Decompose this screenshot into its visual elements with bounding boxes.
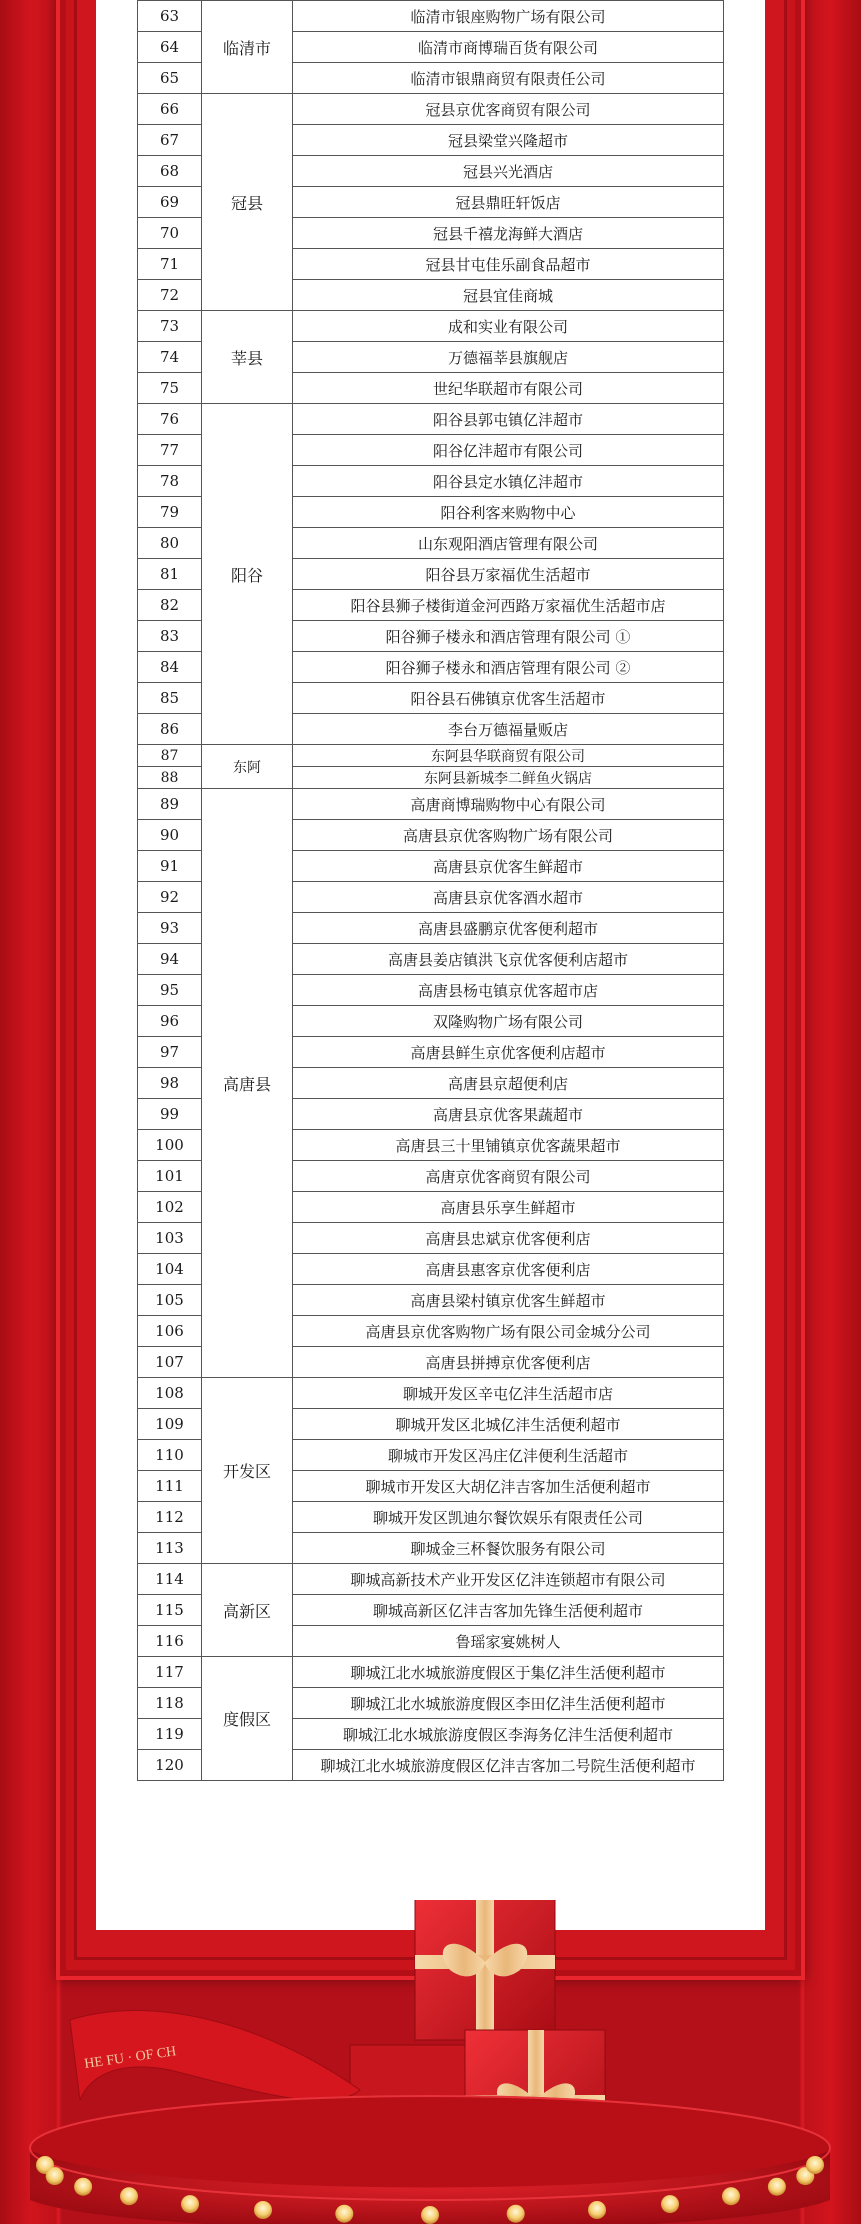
row-number: 83: [138, 621, 202, 652]
row-number: 72: [138, 280, 202, 311]
merchant-name: 双隆购物广场有限公司: [293, 1006, 724, 1037]
merchant-name: 成和实业有限公司: [293, 311, 724, 342]
round-stage: [30, 2095, 830, 2224]
merchant-name: 高唐县京优客酒水超市: [293, 882, 724, 913]
merchant-name: 高唐县京优客购物广场有限公司金城分公司: [293, 1316, 724, 1347]
merchant-name: 高唐县姜店镇洪飞京优客便利店超市: [293, 944, 724, 975]
region-cell: 东阿: [202, 745, 293, 789]
merchant-name: 临清市银鼎商贸有限责任公司: [293, 63, 724, 94]
merchant-name: 聊城金三杯餐饮服务有限公司: [293, 1533, 724, 1564]
ribbon-swirl: [70, 2011, 360, 2101]
merchant-name: 高唐县梁村镇京优客生鲜超市: [293, 1285, 724, 1316]
row-number: 116: [138, 1626, 202, 1657]
region-cell: 冠县: [202, 94, 293, 311]
merchant-name: 冠县千禧龙海鲜大酒店: [293, 218, 724, 249]
merchant-name: 高唐县惠客京优客便利店: [293, 1254, 724, 1285]
region-cell: 开发区: [202, 1378, 293, 1564]
row-number: 82: [138, 590, 202, 621]
merchant-name: 聊城市开发区冯庄亿沣便利生活超市: [293, 1440, 724, 1471]
row-number: 101: [138, 1161, 202, 1192]
merchant-name: 冠县鼎旺轩饭店: [293, 187, 724, 218]
stage-bulb: [120, 2187, 138, 2205]
row-number: 71: [138, 249, 202, 280]
row-number: 98: [138, 1068, 202, 1099]
row-number: 111: [138, 1471, 202, 1502]
row-number: 94: [138, 944, 202, 975]
row-number: 113: [138, 1533, 202, 1564]
row-number: 112: [138, 1502, 202, 1533]
stage-bulb: [181, 2195, 199, 2213]
merchant-name: 聊城高新区亿沣吉客加先锋生活便利超市: [293, 1595, 724, 1626]
merchant-name: 东阿县华联商贸有限公司: [293, 745, 724, 767]
row-number: 66: [138, 94, 202, 125]
ribbon-text: HE FU · OF CH: [83, 2044, 178, 2072]
merchant-table-body: [138, 1, 724, 1781]
stage-bulb: [722, 2187, 740, 2205]
merchant-name: 高唐京优客商贸有限公司: [293, 1161, 724, 1192]
region-cell: 度假区: [202, 1657, 293, 1781]
merchant-name: 高唐县京超便利店: [293, 1068, 724, 1099]
stage-bulb: [661, 2195, 679, 2213]
merchant-name: 高唐商博瑞购物中心有限公司: [293, 789, 724, 820]
row-number: 95: [138, 975, 202, 1006]
gift-box-tall: [415, 1900, 555, 2040]
merchant-name: 高唐县京优客果蔬超市: [293, 1099, 724, 1130]
table-row: [138, 1, 724, 32]
row-number: 117: [138, 1657, 202, 1688]
row-number: 85: [138, 683, 202, 714]
row-number: 64: [138, 32, 202, 63]
table-row: [138, 311, 724, 342]
row-number: 99: [138, 1099, 202, 1130]
merchant-name: 东阿县新城李二鲜鱼火锅店: [293, 767, 724, 789]
merchant-name: 阳谷利客来购物中心: [293, 497, 724, 528]
region-cell: 临清市: [202, 1, 293, 94]
merchant-name: 聊城江北水城旅游度假区李田亿沣生活便利超市: [293, 1688, 724, 1719]
stage-bulb: [46, 2167, 64, 2185]
table-row: [138, 789, 724, 820]
merchant-name: 高唐县乐享生鲜超市: [293, 1192, 724, 1223]
merchant-name: 高唐县拼搏京优客便利店: [293, 1347, 724, 1378]
merchant-name: 聊城开发区北城亿沣生活便利超市: [293, 1409, 724, 1440]
merchant-name: 阳谷亿沣超市有限公司: [293, 435, 724, 466]
row-number: 74: [138, 342, 202, 373]
row-number: 87: [138, 745, 202, 767]
row-number: 91: [138, 851, 202, 882]
row-number: 79: [138, 497, 202, 528]
merchant-name: 世纪华联超市有限公司: [293, 373, 724, 404]
merchant-name: 高唐县鲜生京优客便利店超市: [293, 1037, 724, 1068]
table-row: [138, 404, 724, 435]
region-cell: 高新区: [202, 1564, 293, 1657]
stage-bulb: [507, 2205, 525, 2223]
row-number: 84: [138, 652, 202, 683]
merchant-name: 高唐县盛鹏京优客便利超市: [293, 913, 724, 944]
table-row: [138, 1657, 724, 1688]
merchant-name: 临清市商博瑞百货有限公司: [293, 32, 724, 63]
row-number: 96: [138, 1006, 202, 1037]
gift-stage-decoration: [0, 1900, 861, 2224]
table-row: [138, 745, 724, 767]
stage-bulb: [335, 2205, 353, 2223]
row-number: 119: [138, 1719, 202, 1750]
merchant-name: 聊城江北水城旅游度假区亿沣吉客加二号院生活便利超市: [293, 1750, 724, 1781]
merchant-name: 阳谷县万家福优生活超市: [293, 559, 724, 590]
row-number: 100: [138, 1130, 202, 1161]
row-number: 88: [138, 767, 202, 789]
stage-bulb: [74, 2178, 92, 2196]
stage-bulb: [254, 2201, 272, 2219]
row-number: 104: [138, 1254, 202, 1285]
row-number: 118: [138, 1688, 202, 1719]
region-cell: 莘县: [202, 311, 293, 404]
row-number: 70: [138, 218, 202, 249]
region-cell: 阳谷: [202, 404, 293, 745]
merchant-name: 聊城开发区凯迪尔餐饮娱乐有限责任公司: [293, 1502, 724, 1533]
merchant-name: 鲁瑶家宴姚树人: [293, 1626, 724, 1657]
row-number: 69: [138, 187, 202, 218]
row-number: 93: [138, 913, 202, 944]
merchant-name: 高唐县忠斌京优客便利店: [293, 1223, 724, 1254]
row-number: 106: [138, 1316, 202, 1347]
row-number: 75: [138, 373, 202, 404]
row-number: 110: [138, 1440, 202, 1471]
row-number: 90: [138, 820, 202, 851]
merchant-name: 冠县宜佳商城: [293, 280, 724, 311]
merchant-table: [137, 0, 724, 1781]
merchant-name: 李台万德福量贩店: [293, 714, 724, 745]
row-number: 105: [138, 1285, 202, 1316]
row-number: 120: [138, 1750, 202, 1781]
merchant-name: 阳谷狮子楼永和酒店管理有限公司 ①: [293, 621, 724, 652]
merchant-name: 阳谷狮子楼永和酒店管理有限公司 ②: [293, 652, 724, 683]
merchant-name: 冠县兴光酒店: [293, 156, 724, 187]
merchant-name: 山东观阳酒店管理有限公司: [293, 528, 724, 559]
merchant-name: 聊城开发区辛屯亿沣生活超市店: [293, 1378, 724, 1409]
row-number: 114: [138, 1564, 202, 1595]
row-number: 63: [138, 1, 202, 32]
row-number: 103: [138, 1223, 202, 1254]
merchant-name: 万德福莘县旗舰店: [293, 342, 724, 373]
table-row: [138, 1378, 724, 1409]
row-number: 115: [138, 1595, 202, 1626]
row-number: 73: [138, 311, 202, 342]
row-number: 67: [138, 125, 202, 156]
merchant-name: 临清市银座购物广场有限公司: [293, 1, 724, 32]
merchant-name: 高唐县京优客生鲜超市: [293, 851, 724, 882]
row-number: 68: [138, 156, 202, 187]
row-number: 92: [138, 882, 202, 913]
stage-bulb: [421, 2206, 439, 2224]
merchant-name: 冠县梁堂兴隆超市: [293, 125, 724, 156]
row-number: 97: [138, 1037, 202, 1068]
region-cell: 高唐县: [202, 789, 293, 1378]
merchant-name: 冠县甘屯佳乐副食品超市: [293, 249, 724, 280]
stage-bulb: [588, 2201, 606, 2219]
merchant-name: 冠县京优客商贸有限公司: [293, 94, 724, 125]
merchant-name: 聊城江北水城旅游度假区李海务亿沣生活便利超市: [293, 1719, 724, 1750]
stage-bulb: [806, 2156, 824, 2174]
row-number: 81: [138, 559, 202, 590]
row-number: 109: [138, 1409, 202, 1440]
table-row: [138, 94, 724, 125]
row-number: 108: [138, 1378, 202, 1409]
row-number: 86: [138, 714, 202, 745]
merchant-name: 高唐县三十里铺镇京优客蔬果超市: [293, 1130, 724, 1161]
merchant-name: 阳谷县石佛镇京优客生活超市: [293, 683, 724, 714]
merchant-name: 阳谷县定水镇亿沣超市: [293, 466, 724, 497]
merchant-name: 阳谷县狮子楼街道金河西路万家福优生活超市店: [293, 590, 724, 621]
merchant-name: 高唐县京优客购物广场有限公司: [293, 820, 724, 851]
merchant-name: 高唐县杨屯镇京优客超市店: [293, 975, 724, 1006]
row-number: 77: [138, 435, 202, 466]
stage-bulb: [768, 2178, 786, 2196]
row-number: 78: [138, 466, 202, 497]
merchant-name: 聊城江北水城旅游度假区于集亿沣生活便利超市: [293, 1657, 724, 1688]
row-number: 102: [138, 1192, 202, 1223]
merchant-name: 阳谷县郭屯镇亿沣超市: [293, 404, 724, 435]
merchant-name: 聊城高新技术产业开发区亿沣连锁超市有限公司: [293, 1564, 724, 1595]
row-number: 65: [138, 63, 202, 94]
row-number: 80: [138, 528, 202, 559]
merchant-name: 聊城市开发区大胡亿沣吉客加生活便利超市: [293, 1471, 724, 1502]
table-row: [138, 1564, 724, 1595]
row-number: 76: [138, 404, 202, 435]
row-number: 89: [138, 789, 202, 820]
row-number: 107: [138, 1347, 202, 1378]
